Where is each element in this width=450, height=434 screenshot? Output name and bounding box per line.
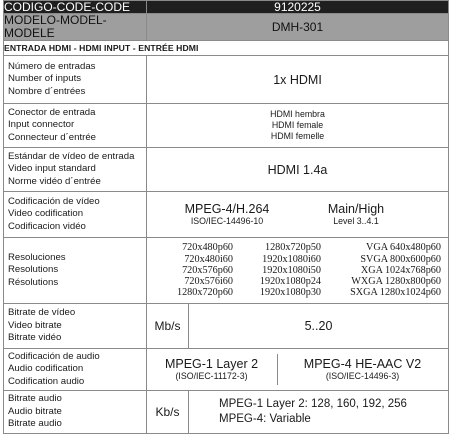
audio-bitrate-line-1: MPEG-1 Layer 2: 128, 160, 192, 256 bbox=[219, 398, 407, 410]
inputs-value: 1x HDMI bbox=[147, 56, 449, 104]
video-bitrate-value: 5..20 bbox=[189, 304, 449, 349]
connector-labels bbox=[4, 104, 147, 148]
code-row bbox=[4, 1, 449, 14]
inputs-row bbox=[4, 56, 449, 104]
standard-row bbox=[4, 148, 449, 192]
label-fr: Norme vidéo d´entrée bbox=[8, 175, 101, 187]
resolutions-col-3 bbox=[325, 242, 441, 298]
label-es: Bitrate de vídeo bbox=[8, 307, 76, 319]
label-fr: Bitrate vidéo bbox=[8, 332, 62, 344]
video-bitrate-row bbox=[4, 304, 449, 349]
label-en: Input connector bbox=[8, 119, 75, 131]
resolution-item: 1280x720p60 bbox=[176, 287, 233, 299]
codec-format-std: ISO/IEC-14496-10 bbox=[190, 216, 264, 226]
label-en: Audio bitrate bbox=[8, 405, 62, 417]
resolutions-row bbox=[4, 238, 449, 304]
codec-profile-block bbox=[307, 202, 405, 227]
section-title: ENTRADA HDMI - HDMI INPUT - ENTRÉE HDMI bbox=[4, 41, 449, 56]
audio-bitrate-line-2: MPEG-4: Variable bbox=[219, 413, 311, 425]
label-en: Video input standard bbox=[8, 163, 96, 175]
video-bitrate-unit: Mb/s bbox=[147, 304, 189, 349]
audio-bitrate-values bbox=[189, 391, 449, 434]
audio-codec-2-std: (ISO/IEC-14496-3) bbox=[325, 371, 400, 381]
resolution-item: SVGA 800x600p60 bbox=[360, 253, 441, 265]
audio-codec-1 bbox=[147, 354, 278, 385]
standard-labels bbox=[4, 148, 147, 192]
resolutions-col-2 bbox=[237, 242, 321, 298]
resolution-item: 720x576i60 bbox=[184, 276, 233, 288]
resolutions-values bbox=[147, 238, 449, 304]
label-es: Codificación de audio bbox=[8, 350, 100, 362]
label-es: Conector de entrada bbox=[8, 106, 96, 118]
audio-codec-2-name: MPEG-4 HE-AAC V2 bbox=[303, 357, 422, 371]
label-es: Estándar de vídeo de entrada bbox=[8, 150, 135, 162]
audio-codec-row bbox=[4, 349, 449, 391]
audio-codec-values bbox=[164, 349, 449, 391]
standard-value: HDMI 1.4a bbox=[147, 148, 449, 192]
resolution-item: 1280x720p50 bbox=[264, 242, 321, 254]
audio-bitrate-unit: Kb/s bbox=[147, 391, 189, 434]
label-es: Bitrate audio bbox=[8, 393, 62, 405]
label-fr: Bitrate audio bbox=[8, 418, 62, 430]
label-en: Video codification bbox=[8, 208, 84, 220]
label-fr: Résolutions bbox=[8, 276, 59, 288]
codec-format: MPEG-4/H.264 bbox=[184, 202, 270, 216]
codec-values bbox=[147, 192, 449, 238]
label-es: Codificación de vídeo bbox=[8, 195, 100, 207]
resolution-item: 1920x1080i50 bbox=[262, 264, 321, 276]
audio-codec-1-std: (ISO/IEC-11172-3) bbox=[175, 371, 248, 381]
section-header-row bbox=[4, 41, 449, 56]
codec-labels bbox=[4, 192, 147, 238]
resolution-item: 720x576p60 bbox=[182, 264, 233, 276]
label-en: Audio codification bbox=[8, 363, 84, 375]
connector-fr: HDMI femelle bbox=[270, 131, 325, 141]
audio-bitrate-labels bbox=[4, 391, 147, 434]
codec-profile: Main/High bbox=[327, 202, 385, 216]
spec-table bbox=[3, 0, 449, 434]
resolutions-col-1 bbox=[147, 242, 233, 298]
resolutions-labels bbox=[4, 238, 147, 304]
label-en: Number of inputs bbox=[8, 73, 82, 85]
resolution-item: SXGA 1280x1024p60 bbox=[350, 287, 441, 299]
label-es: Número de entradas bbox=[8, 60, 96, 72]
audio-codec-1-name: MPEG-1 Layer 2 bbox=[164, 357, 259, 371]
audio-codec-labels bbox=[4, 349, 147, 391]
codec-row bbox=[4, 192, 449, 238]
code-label: CODIGO-CODE-CODE bbox=[4, 1, 147, 14]
resolution-item: XGA 1024x768p60 bbox=[360, 264, 441, 276]
label-fr: Nombre d´entrées bbox=[8, 85, 86, 97]
model-row bbox=[4, 14, 449, 41]
resolution-item: 1920x1080p30 bbox=[259, 287, 321, 299]
label-es: Resoluciones bbox=[8, 251, 66, 263]
connector-values bbox=[147, 104, 449, 148]
video-bitrate-labels bbox=[4, 304, 147, 349]
inputs-labels bbox=[4, 56, 147, 104]
audio-codec-2 bbox=[278, 354, 448, 385]
label-en: Video bitrate bbox=[8, 319, 62, 331]
resolution-item: WXGA 1280x800p60 bbox=[351, 276, 441, 288]
model-label: MODELO-MODEL-MODELE bbox=[4, 14, 147, 41]
model-value: DMH-301 bbox=[147, 14, 449, 41]
resolution-item: 720x480i60 bbox=[184, 253, 233, 265]
label-fr: Codification audio bbox=[8, 375, 85, 387]
code-value: 9120225 bbox=[147, 1, 449, 14]
resolution-item: 1920x1080i60 bbox=[262, 253, 321, 265]
codec-level: Level 3..4.1 bbox=[333, 216, 379, 226]
resolution-item: 720x480p60 bbox=[182, 242, 233, 254]
connector-row bbox=[4, 104, 449, 148]
label-fr: Codificacion vidéo bbox=[8, 220, 86, 232]
resolution-item: 1920x1080p24 bbox=[259, 276, 321, 288]
connector-es: HDMI hembra bbox=[270, 109, 325, 119]
resolution-item: VGA 640x480p60 bbox=[366, 242, 441, 254]
connector-en: HDMI female bbox=[271, 120, 324, 130]
codec-format-block bbox=[147, 202, 307, 227]
audio-bitrate-row bbox=[4, 391, 449, 434]
label-fr: Connecteur d´entrée bbox=[8, 131, 96, 143]
label-en: Resolutions bbox=[8, 264, 59, 276]
